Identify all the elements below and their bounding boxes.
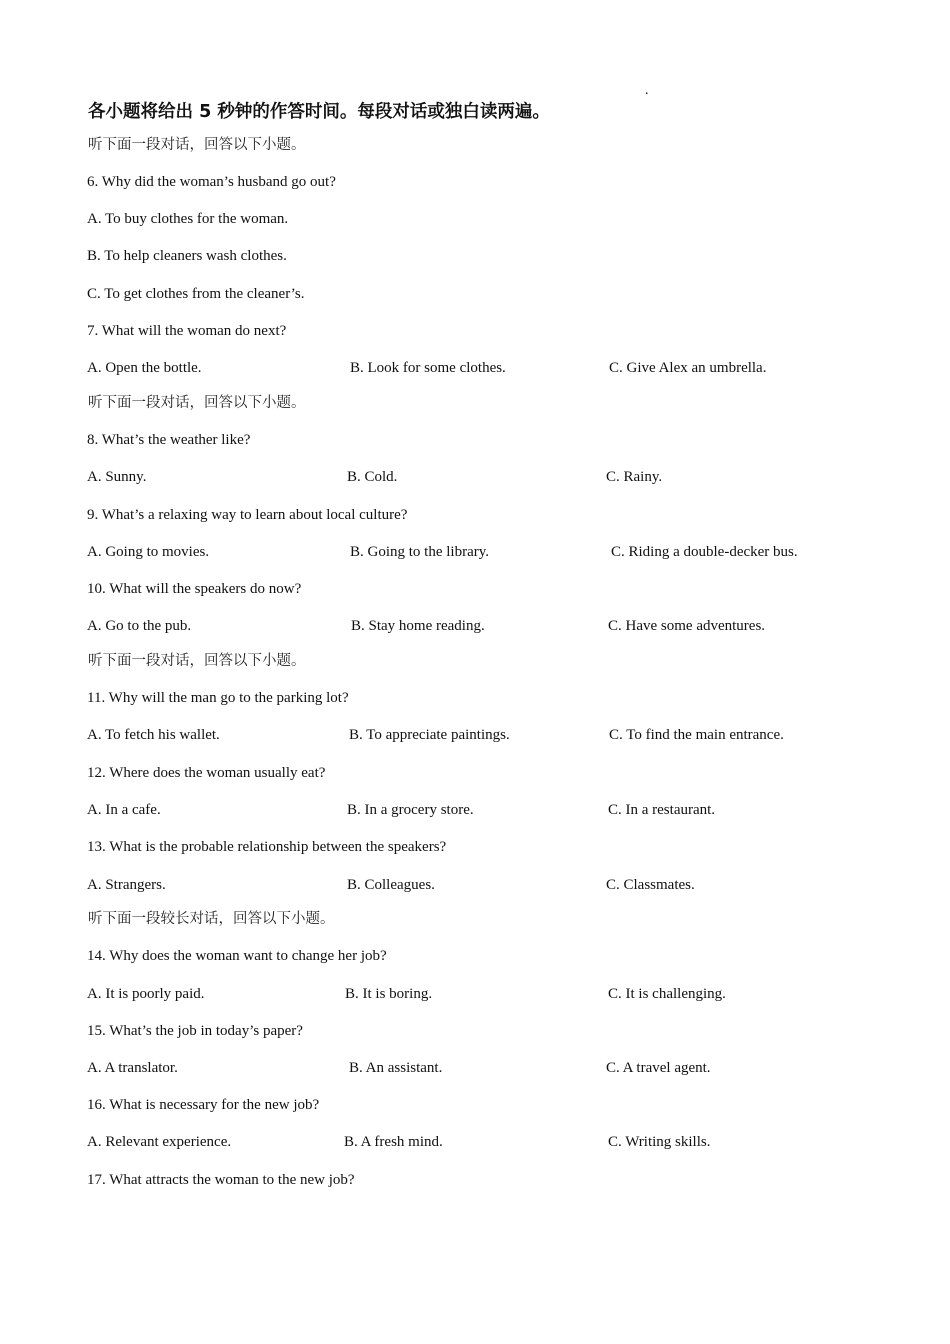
q7-option-c: C. Give Alex an umbrella.	[609, 360, 767, 376]
q7-option-b: B. Look for some clothes.	[350, 360, 506, 376]
instruction-text: 听下面一段对话，回答以下小题。	[88, 137, 306, 153]
q13-option-a: A. Strangers.	[87, 877, 166, 893]
q12-option-a: A. In a cafe.	[87, 802, 161, 818]
q16-option-b: B. A fresh mind.	[344, 1134, 443, 1150]
q14-option-a: A. It is poorly paid.	[87, 986, 205, 1002]
q8-option-a: A. Sunny.	[87, 469, 147, 485]
q15-option-c: C. A travel agent.	[606, 1060, 711, 1076]
q9-option-b: B. Going to the library.	[350, 544, 490, 560]
q15-option-a: A. A translator.	[87, 1060, 178, 1076]
question-6: 6. Why did the woman’s husband go out?	[87, 174, 336, 190]
q6-option-c: C. To get clothes from the cleaner’s.	[87, 286, 305, 302]
q10-option-c: C. Have some adventures.	[608, 618, 766, 634]
q12-option-b: B. In a grocery store.	[347, 802, 474, 818]
question-11: 11. Why will the man go to the parking lot?	[87, 690, 349, 706]
q9-option-a: A. Going to movies.	[87, 544, 210, 560]
q14-option-b: B. It is boring.	[345, 986, 433, 1002]
q13-option-c: C. Classmates.	[606, 877, 695, 893]
question-9: 9. What’s a relaxing way to learn about local culture?	[87, 507, 408, 523]
q6-option-b: B. To help cleaners wash clothes.	[87, 248, 287, 264]
q16-option-a: A. Relevant experience.	[87, 1134, 232, 1150]
q10-option-a: A. Go to the pub.	[87, 618, 192, 634]
question-15: 15. What’s the job in today’s paper?	[87, 1023, 303, 1039]
instruction-text: 听下面一段对话，回答以下小题。	[88, 395, 306, 411]
question-17: 17. What attracts the woman to the new job?	[87, 1172, 355, 1188]
q12-option-c: C. In a restaurant.	[608, 802, 716, 818]
q8-option-b: B. Cold.	[347, 469, 398, 485]
question-13: 13. What is the probable relationship between the speakers?	[87, 839, 447, 855]
q11-option-c: C. To find the main entrance.	[609, 727, 784, 743]
q13-option-b: B. Colleagues.	[347, 877, 435, 893]
question-7: 7. What will the woman do next?	[87, 323, 287, 339]
q8-option-c: C. Rainy.	[606, 469, 663, 485]
q10-option-b: B. Stay home reading.	[351, 618, 485, 634]
question-16: 16. What is necessary for the new job?	[87, 1097, 320, 1113]
question-14: 14. Why does the woman want to change her job?	[87, 948, 387, 964]
q6-option-a: A. To buy clothes for the woman.	[87, 211, 289, 227]
question-8: 8. What’s the weather like?	[87, 432, 251, 448]
q11-option-a: A. To fetch his wallet.	[87, 727, 220, 743]
section-heading: 各小题将给出 5 秒钟的作答时间。每段对话或独白读两遍。	[88, 102, 550, 122]
q15-option-b: B. An assistant.	[349, 1060, 443, 1076]
q9-option-c: C. Riding a double-decker bus.	[611, 544, 798, 560]
instruction-text: 听下面一段对话，回答以下小题。	[88, 653, 306, 669]
q11-option-b: B. To appreciate paintings.	[349, 727, 510, 743]
q16-option-c: C. Writing skills.	[608, 1134, 711, 1150]
q14-option-c: C. It is challenging.	[608, 986, 726, 1002]
instruction-text: 听下面一段较长对话，回答以下小题。	[88, 911, 335, 927]
stray-dot: .	[645, 83, 649, 98]
question-10: 10. What will the speakers do now?	[87, 581, 302, 597]
question-12: 12. Where does the woman usually eat?	[87, 765, 326, 781]
q7-option-a: A. Open the bottle.	[87, 360, 202, 376]
